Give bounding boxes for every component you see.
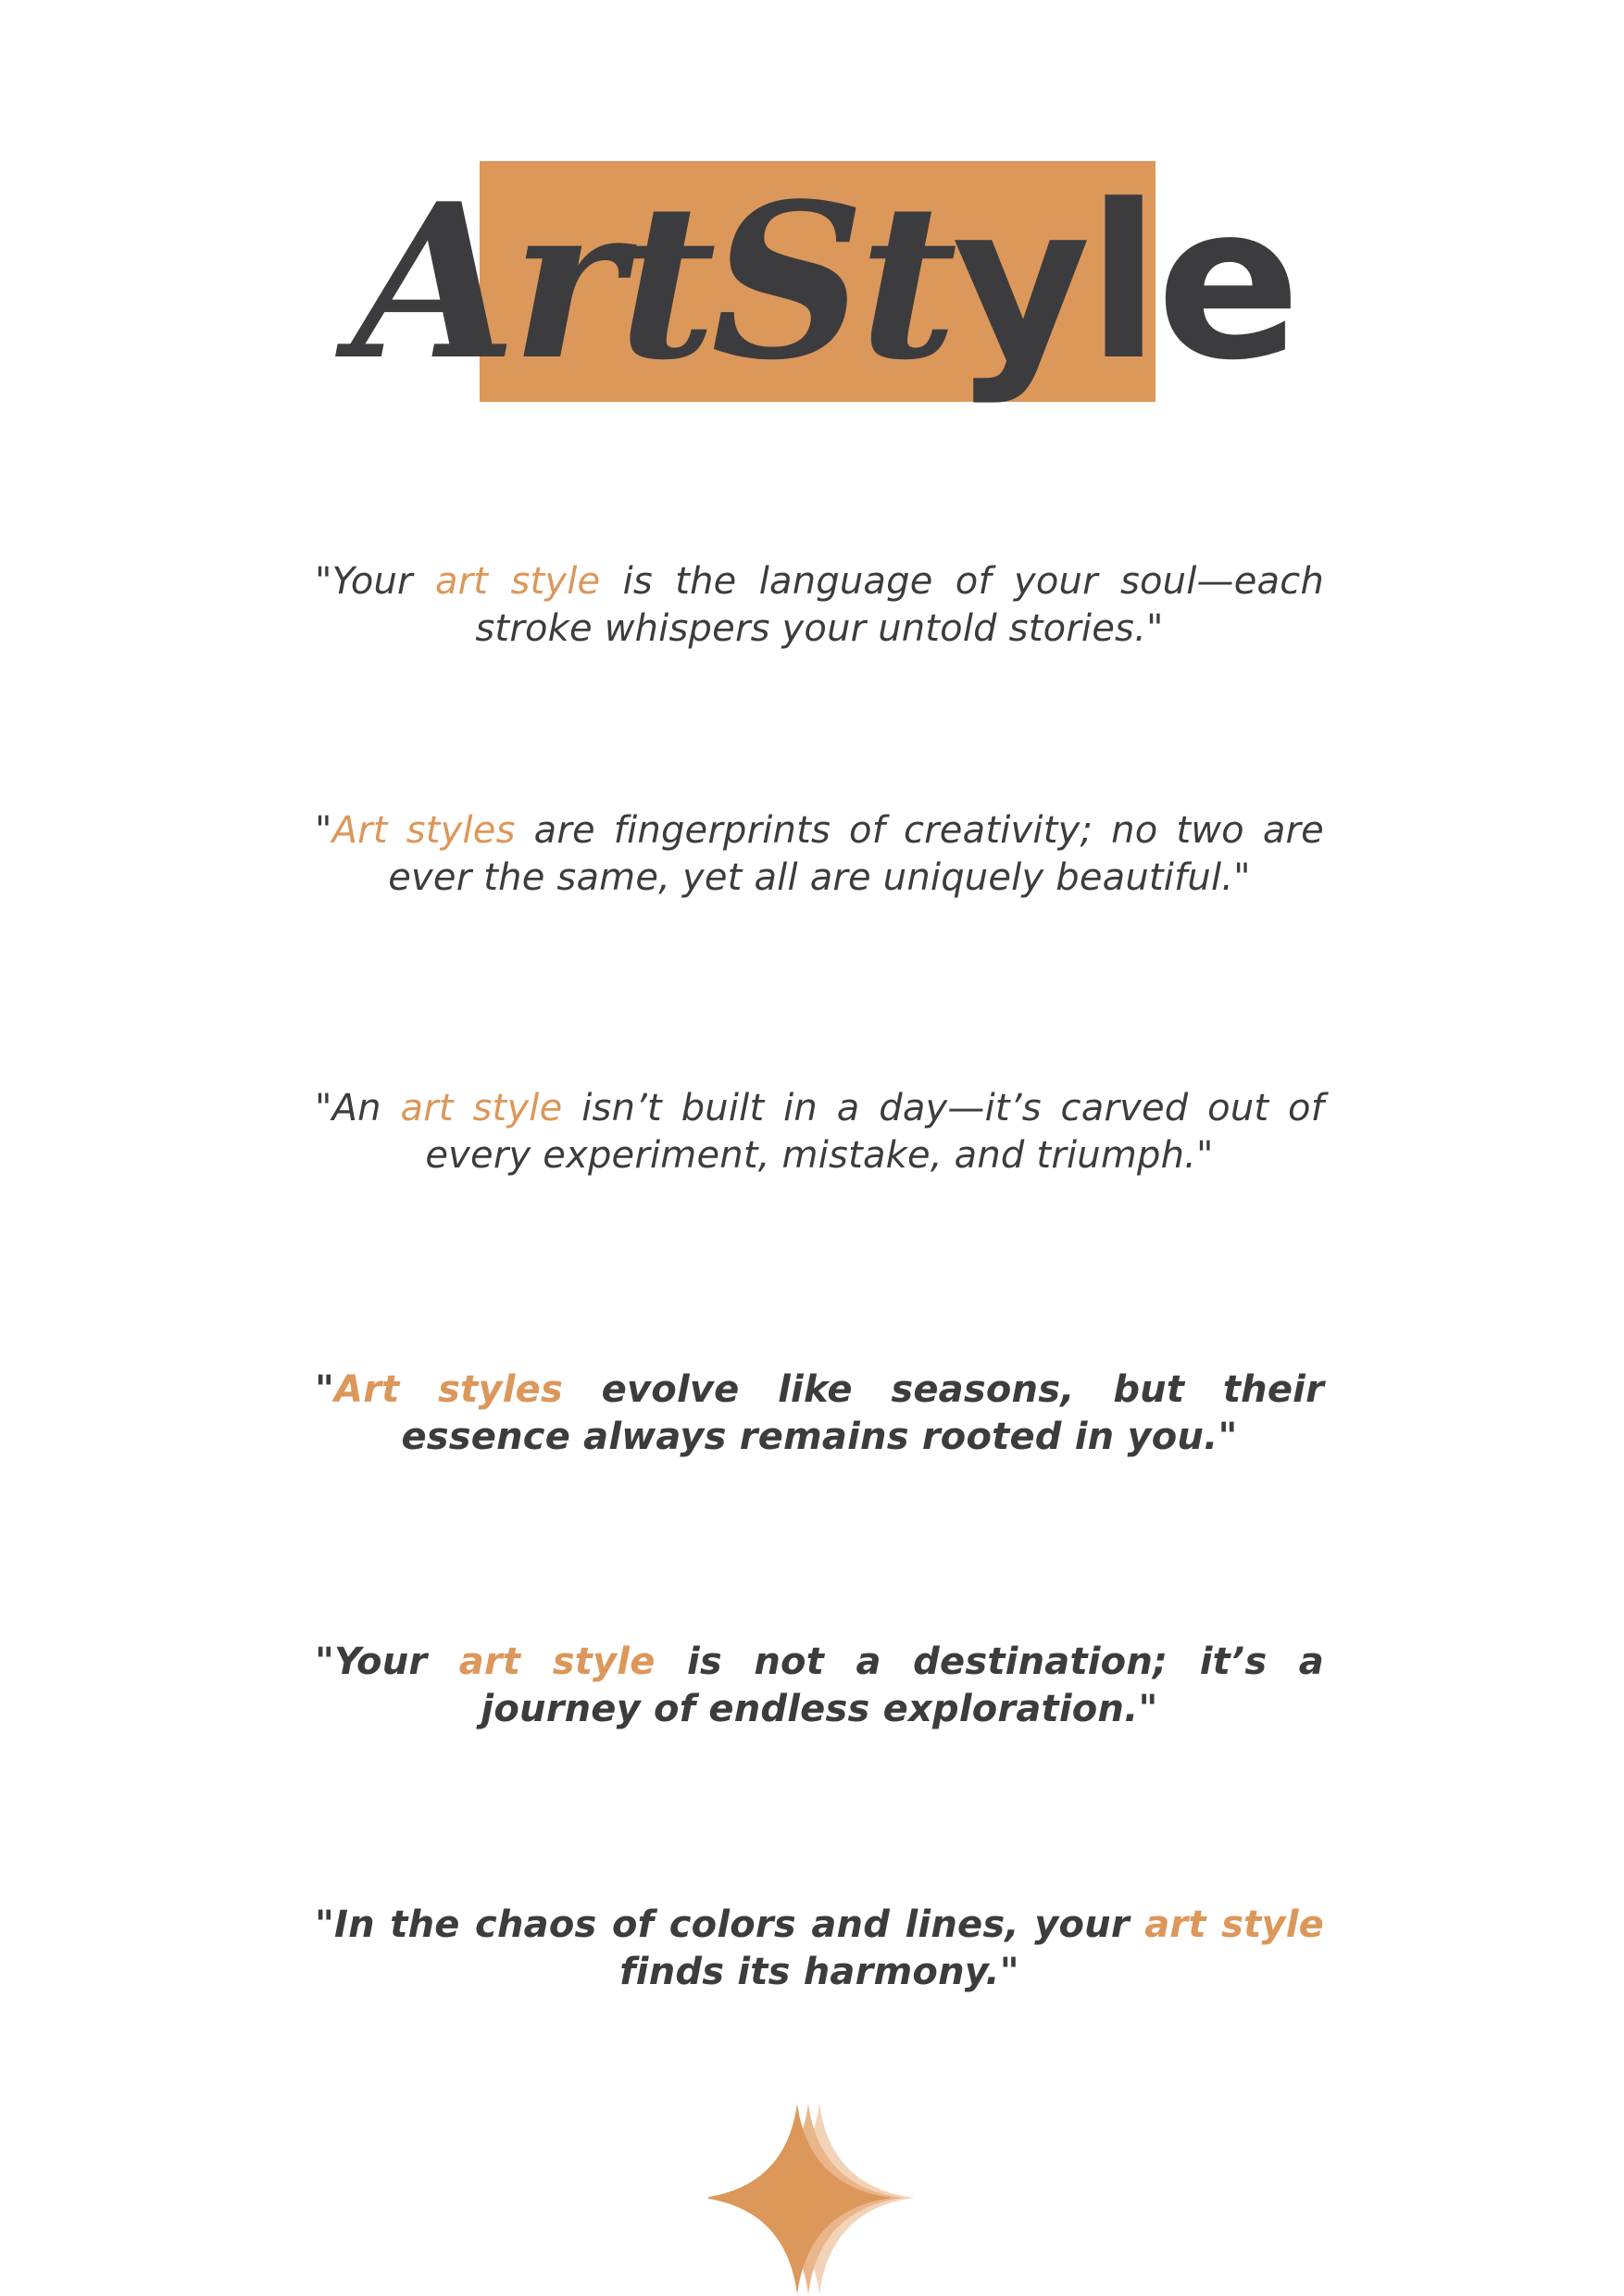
artstyle-logo — [352, 157, 1297, 407]
sparkle-layer-front — [708, 2103, 892, 2294]
quote-6-text-end: finds its harmony." — [619, 1951, 1019, 1993]
quote-6 — [315, 1902, 1324, 1996]
quote-1-highlight: art style — [434, 560, 601, 603]
sparkle-icon — [708, 2102, 931, 2296]
quote-3-highlight: art style — [400, 1087, 563, 1129]
quote-5-text-end: is not a destination; it’s a journey of endless exploration." — [481, 1641, 1324, 1730]
quote-2-text-end: are fingerprints of creativity; no two are ever the same, yet all are uniquely beautiful." — [388, 809, 1324, 899]
quote-2-text-start: " — [315, 809, 332, 852]
quote-4-highlight: Art styles — [334, 1368, 563, 1411]
quote-3 — [315, 1085, 1324, 1179]
logo-script-art: Art — [352, 157, 711, 407]
logo-script-st: St — [710, 157, 953, 407]
quote-4 — [315, 1366, 1324, 1461]
quote-1 — [315, 558, 1324, 653]
quote-5-text-start: "Your — [315, 1641, 459, 1683]
quote-5-highlight: art style — [458, 1641, 656, 1683]
logo-wordmark — [352, 157, 1297, 407]
quote-6-text-start: "In the chaos of colors and lines, your — [315, 1903, 1145, 1946]
quote-1-text-start: "Your — [315, 560, 435, 603]
quote-1-text-end: is the language of your soul—each stroke whispers your untold stories." — [475, 560, 1324, 650]
quote-3-text-end: isn’t built in a day—it’s carved out of every experiment, mistake, and triumph." — [425, 1087, 1324, 1177]
quote-6-highlight: art style — [1144, 1903, 1324, 1946]
quote-5 — [315, 1639, 1324, 1733]
quote-4-text-end: evolve like seasons, but their essence always remains rooted in you." — [401, 1368, 1324, 1458]
logo-sans-yle: yle — [952, 160, 1297, 407]
quote-2 — [315, 807, 1324, 902]
quote-2-highlight: Art styles — [331, 809, 516, 852]
quote-4-text-start: " — [315, 1368, 335, 1411]
quote-3-text-start: "An — [315, 1087, 401, 1129]
